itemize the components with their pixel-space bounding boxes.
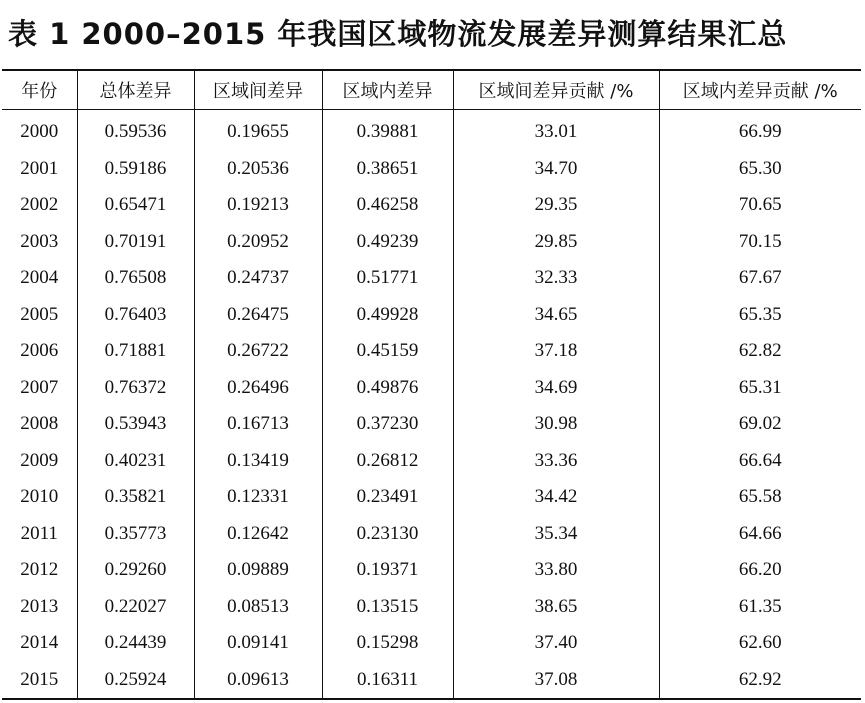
table-caption: 表 1 2000–2015 年我国区域物流发展差异测算结果汇总: [8, 17, 788, 51]
cell-year: 2015: [2, 662, 77, 700]
cell-intra-regional-difference: 0.13515: [322, 589, 453, 626]
cell-intra-regional-difference: 0.26812: [322, 443, 453, 480]
header-intra-regional-difference: 区域内差异: [322, 70, 453, 110]
cell-inter-regional-difference: 0.19213: [194, 187, 322, 224]
cell-year: 2014: [20, 632, 59, 654]
cell-inter-regional-difference: 0.19655: [194, 110, 322, 151]
cell-intra-regional-difference: 0.37230: [322, 406, 453, 443]
cell-inter-regional-contribution: 34.69: [453, 370, 659, 407]
cell-overall-difference: 0.40231: [77, 443, 194, 480]
cell-year: 2005: [20, 303, 59, 325]
cell-inter-regional-contribution: 30.98: [453, 406, 659, 443]
table-row: [2, 151, 861, 188]
cell-intra-regional-contribution: 67.67: [659, 260, 861, 297]
cell-inter-regional-contribution: 33.36: [453, 443, 659, 480]
results-table: [2, 69, 861, 700]
cell-year: 2002: [20, 194, 59, 216]
cell-overall-difference: 0.59536: [77, 110, 194, 151]
table-row: [2, 333, 861, 370]
header-inter-regional-contribution: 区域间差异贡献 /%: [453, 70, 659, 110]
cell-year: 2010: [20, 486, 59, 508]
cell-intra-regional-difference: 0.23130: [322, 516, 453, 553]
cell-inter-regional-difference: 0.12331: [194, 479, 322, 516]
cell-intra-regional-contribution: 62.92: [659, 662, 861, 700]
table-row: [2, 589, 861, 626]
cell-intra-regional-contribution: 65.30: [659, 151, 861, 188]
table-row: [2, 479, 861, 516]
cell-overall-difference: 0.65471: [77, 187, 194, 224]
cell-intra-regional-difference: 0.49876: [322, 370, 453, 407]
table-row: [2, 406, 861, 443]
cell-overall-difference: 0.76508: [77, 260, 194, 297]
cell-inter-regional-contribution: 29.35: [453, 187, 659, 224]
cell-year: 2011: [20, 522, 58, 544]
cell-inter-regional-contribution: 29.85: [453, 224, 659, 261]
cell-year: 2004: [20, 267, 59, 289]
cell-intra-regional-difference: 0.49928: [322, 297, 453, 334]
header-year: 年份: [2, 70, 77, 110]
cell-intra-regional-contribution: 70.15: [659, 224, 861, 261]
cell-intra-regional-difference: 0.51771: [322, 260, 453, 297]
table-row: [2, 443, 861, 480]
cell-intra-regional-contribution: 69.02: [659, 406, 861, 443]
cell-year: 2013: [20, 595, 59, 617]
cell-overall-difference: 0.71881: [77, 333, 194, 370]
cell-intra-regional-difference: 0.23491: [322, 479, 453, 516]
header-row: [2, 70, 861, 110]
cell-inter-regional-difference: 0.24737: [194, 260, 322, 297]
table-row: [2, 552, 861, 589]
cell-inter-regional-difference: 0.12642: [194, 516, 322, 553]
cell-intra-regional-contribution: 70.65: [659, 187, 861, 224]
cell-intra-regional-difference: 0.38651: [322, 151, 453, 188]
cell-year: 2000: [20, 121, 59, 143]
cell-intra-regional-contribution: 64.66: [659, 516, 861, 553]
table-row: [2, 625, 861, 662]
cell-overall-difference: 0.24439: [77, 625, 194, 662]
cell-inter-regional-difference: 0.26722: [194, 333, 322, 370]
cell-intra-regional-difference: 0.39881: [322, 110, 453, 151]
cell-year: 2007: [20, 376, 59, 398]
cell-overall-difference: 0.70191: [77, 224, 194, 261]
cell-inter-regional-difference: 0.26496: [194, 370, 322, 407]
cell-intra-regional-contribution: 65.58: [659, 479, 861, 516]
table-row: [2, 297, 861, 334]
cell-intra-regional-difference: 0.46258: [322, 187, 453, 224]
table-row: [2, 662, 861, 700]
cell-inter-regional-difference: 0.20536: [194, 151, 322, 188]
cell-overall-difference: 0.76403: [77, 297, 194, 334]
cell-inter-regional-difference: 0.20952: [194, 224, 322, 261]
cell-intra-regional-contribution: 66.64: [659, 443, 861, 480]
cell-intra-regional-difference: 0.45159: [322, 333, 453, 370]
cell-year: 2001: [20, 157, 59, 179]
cell-inter-regional-contribution: 34.65: [453, 297, 659, 334]
cell-inter-regional-difference: 0.09141: [194, 625, 322, 662]
cell-year: 2006: [20, 340, 59, 362]
cell-inter-regional-difference: 0.09613: [194, 662, 322, 700]
cell-intra-regional-contribution: 62.82: [659, 333, 861, 370]
cell-overall-difference: 0.35773: [77, 516, 194, 553]
cell-inter-regional-difference: 0.16713: [194, 406, 322, 443]
cell-intra-regional-difference: 0.16311: [322, 662, 453, 700]
cell-inter-regional-contribution: 37.40: [453, 625, 659, 662]
table-row: [2, 110, 861, 151]
cell-inter-regional-difference: 0.26475: [194, 297, 322, 334]
header-inter-regional-difference: 区域间差异: [194, 70, 322, 110]
cell-inter-regional-contribution: 33.01: [453, 110, 659, 151]
cell-inter-regional-difference: 0.13419: [194, 443, 322, 480]
cell-inter-regional-contribution: 35.34: [453, 516, 659, 553]
cell-overall-difference: 0.35821: [77, 479, 194, 516]
cell-intra-regional-contribution: 61.35: [659, 589, 861, 626]
cell-overall-difference: 0.29260: [77, 552, 194, 589]
cell-inter-regional-contribution: 34.70: [453, 151, 659, 188]
cell-overall-difference: 0.76372: [77, 370, 194, 407]
cell-intra-regional-contribution: 62.60: [659, 625, 861, 662]
header-intra-regional-contribution: 区域内差异贡献 /%: [659, 70, 861, 110]
table-row: [2, 260, 861, 297]
cell-inter-regional-contribution: 33.80: [453, 552, 659, 589]
cell-inter-regional-difference: 0.08513: [194, 589, 322, 626]
table-row: [2, 187, 861, 224]
cell-overall-difference: 0.22027: [77, 589, 194, 626]
cell-overall-difference: 0.53943: [77, 406, 194, 443]
cell-inter-regional-contribution: 32.33: [453, 260, 659, 297]
cell-intra-regional-contribution: 66.20: [659, 552, 861, 589]
cell-year: 2012: [20, 559, 59, 581]
header-overall-difference: 总体差异: [77, 70, 194, 110]
cell-intra-regional-contribution: 66.99: [659, 110, 861, 151]
table-row: [2, 370, 861, 407]
cell-overall-difference: 0.25924: [77, 662, 194, 700]
cell-intra-regional-difference: 0.49239: [322, 224, 453, 261]
table-row: [2, 224, 861, 261]
cell-inter-regional-contribution: 34.42: [453, 479, 659, 516]
cell-year: 2003: [20, 230, 59, 252]
cell-intra-regional-contribution: 65.31: [659, 370, 861, 407]
cell-year: 2008: [20, 413, 59, 435]
cell-intra-regional-difference: 0.19371: [322, 552, 453, 589]
cell-inter-regional-contribution: 38.65: [453, 589, 659, 626]
cell-intra-regional-difference: 0.15298: [322, 625, 453, 662]
cell-inter-regional-contribution: 37.18: [453, 333, 659, 370]
cell-overall-difference: 0.59186: [77, 151, 194, 188]
cell-inter-regional-contribution: 37.08: [453, 662, 659, 700]
cell-intra-regional-contribution: 65.35: [659, 297, 861, 334]
cell-inter-regional-difference: 0.09889: [194, 552, 322, 589]
table-row: [2, 516, 861, 553]
cell-year: 2009: [20, 449, 59, 471]
